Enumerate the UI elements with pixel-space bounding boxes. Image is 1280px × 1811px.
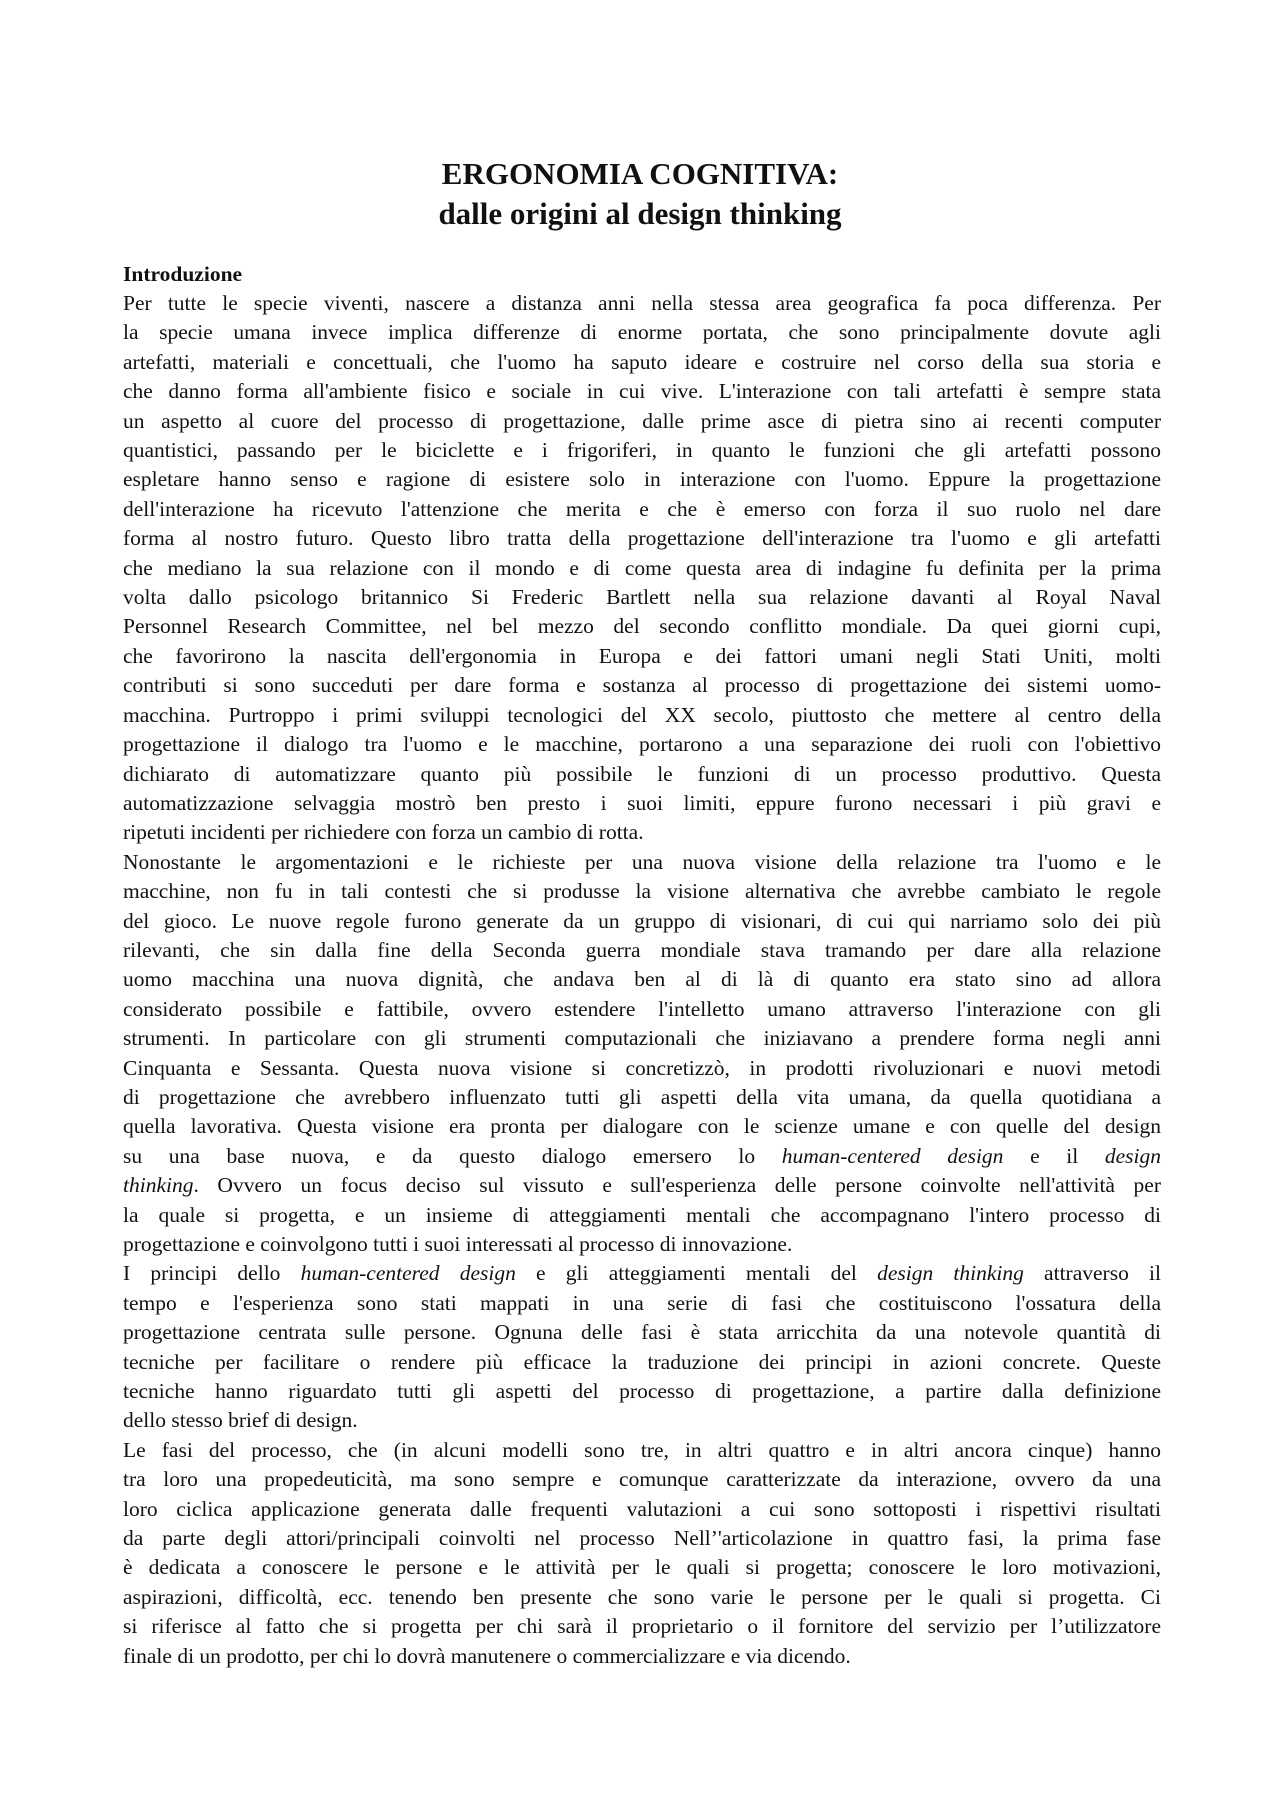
text-line: ripetuti incidenti per richiedere con forza un cambio di rotta. xyxy=(123,820,644,845)
text-line: quantistici, passando per le biciclette e i frigoriferi, in quanto le funzioni che gli artefatti possono xyxy=(123,438,1161,463)
text-line: da parte degli attori/principali coinvolti nel processo Nell’'articolazione in quattro fasi, la prima fase xyxy=(123,1526,1161,1551)
text-line: volta dallo psicologo britannico Si Frederic Bartlett nella sua relazione davanti al Royal Naval xyxy=(123,585,1161,610)
text-line: macchina. Purtroppo i primi sviluppi tecnologici del XX secolo, piuttosto che mettere al centro della xyxy=(123,702,1161,727)
text-line: del gioco. Le nuove regole furono generate da un gruppo di visionari, di cui qui narriamo solo dei più xyxy=(123,908,1161,933)
text-run: I principi dello xyxy=(123,1261,301,1286)
text-line: considerato possibile e fattibile, ovvero estendere l'intelletto umano attraverso l'interazione con gli xyxy=(123,996,1161,1021)
text-line: espletare hanno senso e ragione di esistere solo in interazione con l'uomo. Eppure la progettazione xyxy=(123,467,1161,492)
text-line: automatizzazione selvaggia mostrò ben presto i suoi limiti, eppure furono necessari i più gravi e xyxy=(123,790,1161,815)
text-line: è dedicata a conoscere le persone e le attività per le quali si progetta; conoscere le loro motivazioni, xyxy=(123,1555,1161,1580)
section-heading-introduzione: Introduzione xyxy=(123,262,243,286)
paragraph-1 xyxy=(123,289,1161,848)
text-line: Nonostante le argomentazioni e le richieste per una nuova visione della relazione tra l'uomo e le xyxy=(123,849,1161,874)
text-run: attraverso il xyxy=(1023,1261,1161,1286)
text-line: che favorirono la nascita dell'ergonomia in Europa e dei fattori umani negli Stati Uniti, molti xyxy=(123,643,1161,668)
text-line-mixed xyxy=(123,1259,1161,1288)
paragraph-2 xyxy=(123,848,1161,1260)
text-line: uomo macchina una nuova dignità, che andava ben al di là di quanto era stato sino ad allora xyxy=(123,967,1161,992)
title-line-2: dalle origini al design thinking xyxy=(438,196,842,231)
text-line: dichiarato di automatizzare quanto più possibile le funzioni di un processo produttivo. Questa xyxy=(123,761,1161,786)
text-line: progettazione e coinvolgono tutti i suoi interessati al processo di innovazione. xyxy=(123,1232,793,1256)
text-line: Per tutte le specie viventi, nascere a distanza anni nella stessa area geografica fa poca differenza. Per xyxy=(123,291,1161,315)
text-line: di progettazione che avrebbero influenzato tutti gli aspetti della vita umana, da quella quotidiana a xyxy=(123,1084,1161,1109)
text-line: Le fasi del processo, che (in alcuni modelli sono tre, in altri quattro e in altri ancora cinque) hanno xyxy=(123,1437,1161,1462)
text-line: tecniche hanno riguardato tutti gli aspetti del processo di progettazione, a partire dalla definizione xyxy=(123,1379,1161,1404)
italic-term: thinking xyxy=(123,1173,194,1198)
document-title xyxy=(120,154,1160,234)
italic-term: human-centered design xyxy=(781,1143,1004,1168)
text-run: e gli atteggiamenti mentali del xyxy=(515,1261,878,1286)
text-line: tempo e l'esperienza sono stati mappati in una serie di fasi che costituiscono l'ossatura della xyxy=(123,1290,1161,1315)
text-line: artefatti, materiali e concettuali, che l'uomo ha saputo ideare e costruire nel corso della sua storia e xyxy=(123,349,1161,374)
paragraph-4 xyxy=(123,1436,1161,1671)
text-line-mixed xyxy=(123,1142,1161,1171)
text-line: che danno forma all'ambiente fisico e sociale in cui vive. L'interazione con tali artefatti è sempre stata xyxy=(123,379,1161,404)
text-line: tra loro una propedeuticità, ma sono sempre e comunque caratterizzate da interazione, ovvero da una xyxy=(123,1467,1161,1492)
text-line: finale di un prodotto, per chi lo dovrà manutenere o commercializzare e via dicendo. xyxy=(123,1643,851,1668)
paragraph-3 xyxy=(123,1259,1161,1435)
text-line: aspirazioni, difficoltà, ecc. tenendo ben presente che sono varie le persone per le quali si progetta. Ci xyxy=(123,1584,1161,1609)
text-line: progettazione centrata sulle persone. Ognuna delle fasi è stata arricchita da una notevole quantità di xyxy=(123,1320,1161,1345)
text-line: dell'interazione ha ricevuto l'attenzione che merita e che è emerso con forza il suo ruolo nel dare xyxy=(123,496,1161,521)
text-line: la quale si progetta, e un insieme di atteggiamenti mentali che accompagnano l'intero processo di xyxy=(123,1202,1161,1227)
text-line: contributi si sono succeduti per dare forma e sostanza al processo di progettazione dei sistemi uomo- xyxy=(123,673,1161,698)
text-line-mixed xyxy=(123,1171,1161,1200)
italic-term: design thinking xyxy=(877,1261,1024,1286)
text-line: macchine, non fu in tali contesti che si produsse la visione alternativa che avrebbe cambiato le regole xyxy=(123,879,1161,904)
text-line: strumenti. In particolare con gli strumenti computazionali che iniziavano a prendere forma negli anni xyxy=(123,1026,1161,1051)
text-line: forma al nostro futuro. Questo libro tratta della progettazione dell'interazione tra l'uomo e gli artefatti xyxy=(123,526,1161,551)
text-line: Cinquanta e Sessanta. Questa nuova visione si concretizzò, in prodotti rivoluzionari e nuovi metodi xyxy=(123,1055,1161,1080)
text-line: un aspetto al cuore del processo di progettazione, dalle prime asce di pietra sino ai recenti computer xyxy=(123,408,1161,433)
text-line: Personnel Research Committee, nel bel mezzo del secondo conflitto mondiale. Da quei giorni cupi, xyxy=(123,614,1161,639)
text-line: tecniche per facilitare o rendere più efficace la traduzione dei principi in azioni concrete. Queste xyxy=(123,1349,1161,1374)
text-line: si riferisce al fatto che si progetta per chi sarà il proprietario o il fornitore del servizio per l’utilizzatore xyxy=(123,1614,1161,1639)
text-run: e il xyxy=(1003,1143,1105,1168)
text-line: progettazione il dialogo tra l'uomo e le macchine, portarono a una separazione dei ruoli con l'obiettivo xyxy=(123,732,1161,757)
text-line: la specie umana invece implica differenze di enorme portata, che sono principalmente dovute agli xyxy=(123,320,1161,345)
text-line: loro ciclica applicazione generata dalle frequenti valutazioni a cui sono sottoposti i rispettivi risultati xyxy=(123,1496,1161,1521)
title-line-1: ERGONOMIA COGNITIVA: xyxy=(441,156,839,191)
text-line: dello stesso brief di design. xyxy=(123,1408,358,1433)
body-text xyxy=(123,289,1161,1671)
text-run: . Ovvero un focus deciso sul vissuto e sull'esperienza delle persone coinvolte nell'attività per xyxy=(193,1173,1161,1198)
italic-term: human-centered design xyxy=(300,1261,516,1286)
italic-term: design xyxy=(1104,1143,1161,1168)
text-line: rilevanti, che sin dalla fine della Seconda guerra mondiale stava tramando per dare alla relazione xyxy=(123,937,1161,962)
text-line: quella lavorativa. Questa visione era pronta per dialogare con le scienze umane e con quelle del design xyxy=(123,1114,1161,1139)
text-line: che mediano la sua relazione con il mondo e di come questa area di indagine fu definita per la prima xyxy=(123,555,1161,580)
text-run: su una base nuova, e da questo dialogo emersero lo xyxy=(123,1143,782,1168)
